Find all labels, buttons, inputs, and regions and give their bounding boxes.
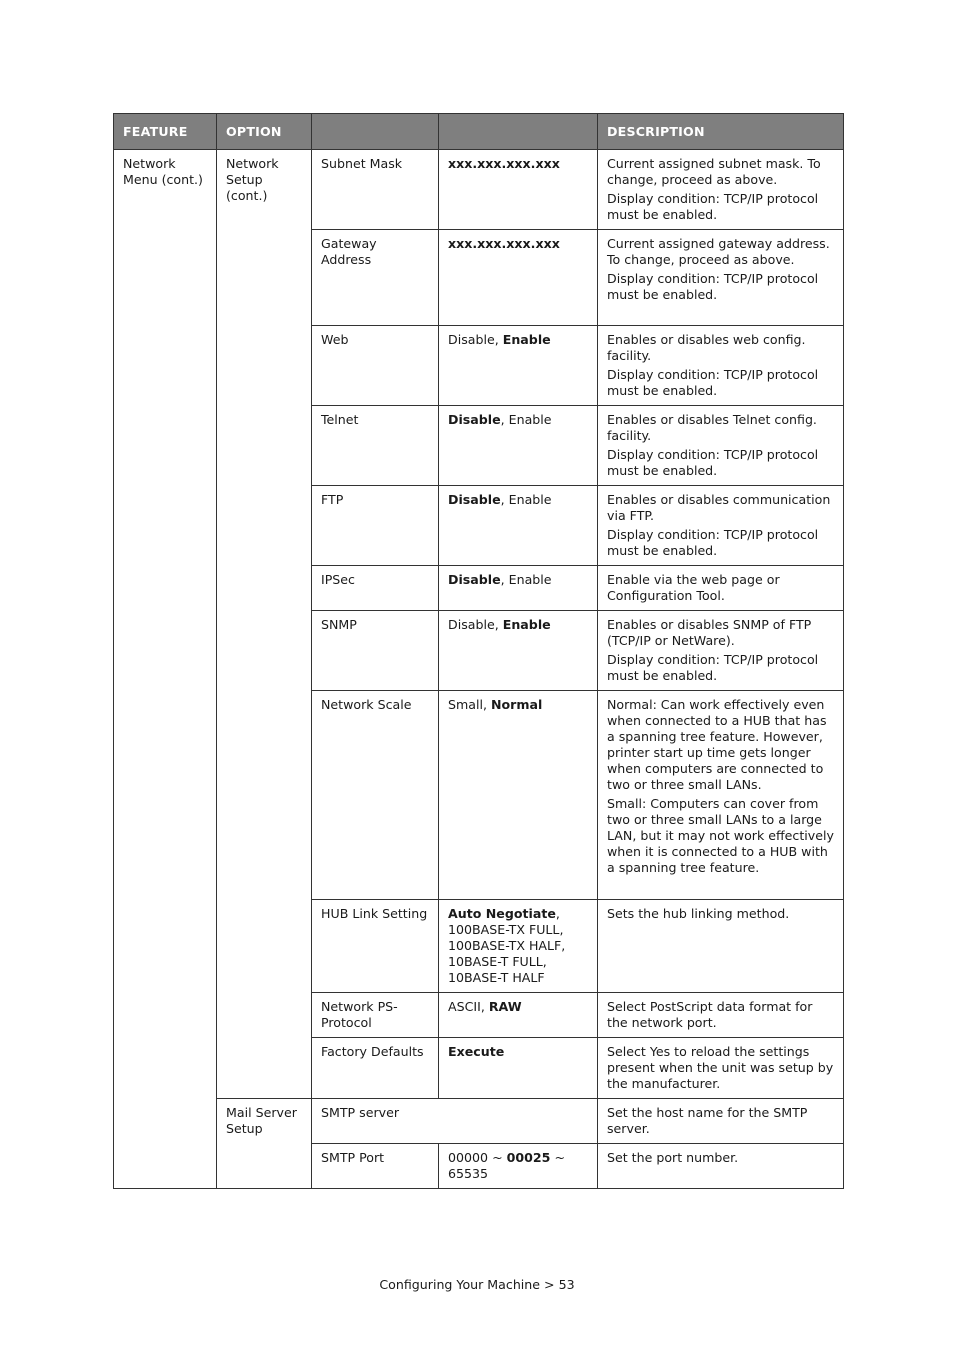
setting-name: Gateway Address (312, 230, 439, 326)
setting-value: 00000 ~ 00025 ~ 65535 (439, 1144, 598, 1189)
setting-name: FTP (312, 486, 439, 566)
setting-name: SMTP server (312, 1099, 598, 1144)
setting-value: Small, Normal (439, 691, 598, 900)
setting-value: Disable, Enable (439, 486, 598, 566)
setting-value: xxx.xxx.xxx.xxx (439, 230, 598, 326)
setting-name: Subnet Mask (312, 150, 439, 230)
setting-name: IPSec (312, 566, 439, 611)
setting-description: Enables or disables SNMP of FTP (TCP/IP or NetWare). Display condition: TCP/IP protocol must be enabled. (598, 611, 844, 691)
setting-name: HUB Link Setting (312, 900, 439, 993)
setting-description: Sets the hub linking method. (598, 900, 844, 993)
setting-value: Disable, Enable (439, 566, 598, 611)
feature-cell: Network Menu (cont.) (114, 150, 217, 1189)
setting-name: SMTP Port (312, 1144, 439, 1189)
setting-name: Network Scale (312, 691, 439, 900)
setting-description: Enables or disables web config. facility. Display condition: TCP/IP protocol must be enabled. (598, 326, 844, 406)
setting-description: Enable via the web page or Configuration Tool. (598, 566, 844, 611)
header-option: OPTION (217, 114, 312, 150)
setting-description: Current assigned subnet mask. To change, proceed as above. Display condition: TCP/IP protocol must be enabled. (598, 150, 844, 230)
setting-value: Disable, Enable (439, 406, 598, 486)
setting-name: Factory Defaults (312, 1038, 439, 1099)
header-feature: FEATURE (114, 114, 217, 150)
option-mail-server: Mail Server Setup (217, 1099, 312, 1189)
setting-description: Current assigned gateway address. To change, proceed as above. Display condition: TCP/IP protocol must be enabled. (598, 230, 844, 326)
setting-value: Disable, Enable (439, 326, 598, 406)
table-row (114, 150, 844, 230)
setting-description: Select Yes to reload the settings present when the unit was setup by the manufacturer. (598, 1038, 844, 1099)
setting-value: xxx.xxx.xxx.xxx (439, 150, 598, 230)
option-network-setup: Network Setup (cont.) (217, 150, 312, 1099)
setting-value: Execute (439, 1038, 598, 1099)
setting-description: Normal: Can work effectively even when connected to a HUB that has a spanning tree feature. However, printer start up time gets longer when computers are connected to two or three small LANs. Small: Computers can cover from two or three small LANs to a large LAN, but it may not work effectively when it is connected to a HUB with a spanning tree feature. (598, 691, 844, 900)
setting-name: Web (312, 326, 439, 406)
page-footer: Configuring Your Machine > 53 (379, 1277, 575, 1292)
setting-value: Auto Negotiate, 100BASE-TX FULL, 100BASE-TX HALF, 10BASE-T FULL, 10BASE-T HALF (439, 900, 598, 993)
setting-description: Set the host name for the SMTP server. (598, 1099, 844, 1144)
setting-description: Enables or disables Telnet config. facility. Display condition: TCP/IP protocol must be enabled. (598, 406, 844, 486)
setting-description: Set the port number. (598, 1144, 844, 1189)
header-value (439, 114, 598, 150)
table-row (114, 1099, 844, 1144)
setting-name: SNMP (312, 611, 439, 691)
setting-name: Telnet (312, 406, 439, 486)
setting-name: Network PS-Protocol (312, 993, 439, 1038)
setting-value: Disable, Enable (439, 611, 598, 691)
header-setting (312, 114, 439, 150)
setting-description: Enables or disables communication via FTP. Display condition: TCP/IP protocol must be enabled. (598, 486, 844, 566)
header-description: DESCRIPTION (598, 114, 844, 150)
table-header-row (114, 114, 844, 150)
setting-value: ASCII, RAW (439, 993, 598, 1038)
setting-description: Select PostScript data format for the network port. (598, 993, 844, 1038)
network-menu-table (113, 113, 844, 1189)
